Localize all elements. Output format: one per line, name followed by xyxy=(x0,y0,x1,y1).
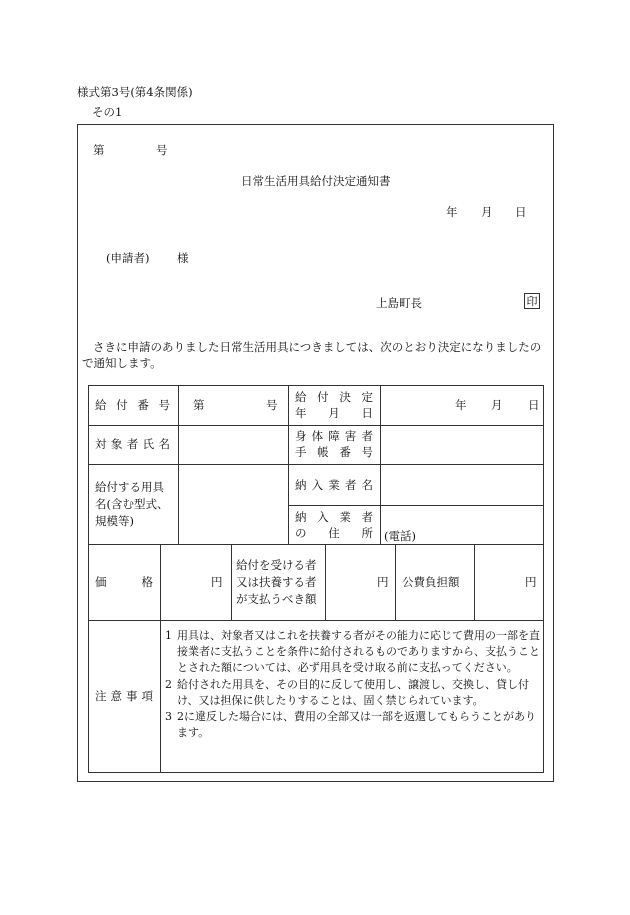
decision-month: 月 xyxy=(491,398,503,412)
price-yen: 円 xyxy=(211,575,223,589)
seal-mark: 印 xyxy=(524,293,540,309)
vendor-phone-label: (電話) xyxy=(384,529,416,543)
item-label: 給付する用具名(含む型式、規模等) xyxy=(95,480,169,528)
form-number: 様式第3号(第4条関係) xyxy=(77,85,193,99)
public-burden-label: 公費負担額 xyxy=(402,575,460,589)
grant-number-dai: 第 xyxy=(193,398,205,412)
applicant-honorific: 様 xyxy=(177,251,189,265)
price-label: 価 格 xyxy=(95,575,153,589)
person-name-label: 対象者氏名 xyxy=(95,437,170,451)
form-part: その1 xyxy=(92,105,123,119)
disability-book-label-1: 身体障害者 xyxy=(295,429,373,443)
vendor-address-label-2: の 住 所 xyxy=(295,526,373,540)
date-day: 日 xyxy=(515,205,527,219)
notes-list xyxy=(165,628,543,741)
decision-date-label-2: 年 月 日 xyxy=(295,406,373,420)
issuer-name: 上島町長 xyxy=(376,296,422,310)
date-year: 年 xyxy=(446,205,458,219)
applicant-label: (申請者) xyxy=(106,251,150,265)
decision-date-label-1: 給 付 決 定 xyxy=(295,390,373,404)
payable-yen: 円 xyxy=(377,575,389,589)
document-title: 日常生活用具給付決定通知書 xyxy=(241,174,391,188)
note-item: 1 用具は、対象者又はこれを扶養する者がその能力に応じて費用の一部を直接業者に支払うことを条件に給付されるものでありますから、支払うこととされた額については、必ず用具を受け取る前に支払ってください。 xyxy=(165,629,540,675)
body-text: さきに申請のありました日常生活用具につきましては、次のとおり決定になりましたので通知します。 xyxy=(82,340,542,370)
decision-day: 日 xyxy=(528,398,540,412)
doc-number-go: 号 xyxy=(156,143,168,157)
vendor-address-label-1: 納 入 業 者 xyxy=(295,510,373,524)
doc-number-dai: 第 xyxy=(93,143,105,157)
notes-label: 注 意 事 項 xyxy=(95,689,153,703)
payable-amount-label: 給付を受ける者又は扶養する者が支払うべき額 xyxy=(236,558,317,606)
vendor-name-label: 納入業者名 xyxy=(295,478,373,492)
note-item: 3 2に違反した場合には、費用の全部又は一部を返還してもらうことがあります。 xyxy=(165,710,536,740)
disability-book-label-2: 手 帳 番 号 xyxy=(295,445,373,459)
public-burden-yen: 円 xyxy=(525,575,537,589)
decision-year: 年 xyxy=(455,398,467,412)
grant-number-go: 号 xyxy=(266,398,278,412)
grant-number-label: 給 付 番 号 xyxy=(95,398,170,412)
note-item: 2 給付された用具を、その目的に反して使用し、譲渡し、交換し、貸し付け、又は担保に供したりすることは、固く禁じられています。 xyxy=(165,677,529,707)
date-month: 月 xyxy=(481,205,493,219)
